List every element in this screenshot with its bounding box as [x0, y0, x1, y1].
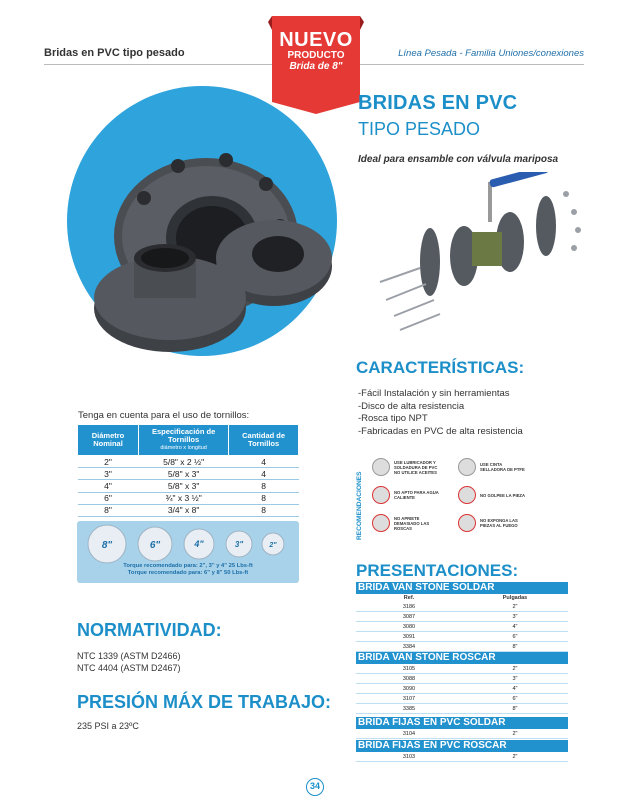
feature-item: -Fabricadas en PVC de alta resistencia: [358, 425, 523, 437]
feature-item: -Rosca tipo NPT: [358, 413, 428, 424]
feature-item: -Disco de alta resistencia: [358, 400, 465, 412]
presentation-group: [356, 652, 568, 714]
pressure-value: 235 PSI a 23ºC: [77, 721, 139, 731]
size-cell: 2": [512, 754, 518, 760]
rec-item: [372, 458, 442, 476]
size-cell: 4": [512, 686, 518, 692]
flange-label-4: 4": [194, 539, 204, 549]
ref-cell: 3186: [402, 604, 416, 610]
bolt-col-diameter: Diámetro Nominal: [78, 425, 139, 456]
features-title: CARACTERÍSTICAS:: [356, 358, 525, 377]
presentation-col-headers: [356, 594, 568, 602]
size-cell: 6": [512, 696, 518, 702]
no-hot-water-icon: [372, 486, 390, 504]
bolt-cell: 4: [229, 468, 299, 480]
presentation-group: [356, 582, 568, 652]
table-row: [356, 674, 568, 684]
bolt-col-spec-label: Especificación de Tornillos: [151, 427, 216, 444]
product-tagline: Ideal para ensamble con válvula mariposa: [358, 154, 559, 165]
presentation-group-title: BRIDA FIJAS EN PVC ROSCAR: [356, 740, 568, 752]
presentations-title: PRESENTACIONES:: [356, 561, 519, 580]
rec-item: [458, 486, 528, 504]
rec-label: NO APRIETE DEMASIADO LAS ROSCAS: [394, 515, 430, 531]
table-row: [356, 664, 568, 674]
bolt-cell: 8: [229, 504, 299, 516]
no-fire-icon: [458, 514, 476, 532]
no-hammer-icon: [458, 486, 476, 504]
page-number: 34: [306, 778, 324, 796]
table-row: [356, 602, 568, 612]
ref-cell: 3087: [402, 614, 416, 620]
table-row: [78, 504, 299, 516]
size-cell: 2": [512, 731, 518, 737]
presentation-group-title: BRIDA FIJAS EN PVC SOLDAR: [356, 717, 568, 729]
pressure-title: PRESIÓN MÁX DE TRABAJO:: [77, 692, 332, 712]
size-cell: 2": [512, 666, 518, 672]
size-cell: 3": [512, 614, 518, 620]
ptfe-tape-icon: [458, 458, 476, 476]
bolt-cell: ¾" x 3 ½": [139, 492, 229, 504]
recommendations-label-text: RECOMENDACIONES: [356, 471, 363, 540]
rec-item: [458, 514, 528, 532]
ref-cell: 3091: [402, 634, 416, 640]
bolt-cell: 5/8" x 2 ½": [139, 456, 229, 468]
ref-cell: 3104: [402, 731, 416, 737]
ref-cell: 3090: [402, 686, 416, 692]
table-row: [356, 752, 568, 762]
bolt-col-spec-small: diámetro x longitud: [160, 445, 207, 451]
size-cell: 4": [512, 624, 518, 630]
table-row: [356, 632, 568, 642]
size-cell: 3": [512, 676, 518, 682]
header-right: Línea Pesada - Familia Uniones/conexiones: [398, 48, 584, 59]
torque-line-1: Torque recomendado para: 2", 3" y 4" 25 Lbs-ft: [123, 563, 253, 569]
ribbon-title: NUEVO: [279, 29, 353, 51]
presentation-group: [356, 717, 568, 739]
torque-line-2: Torque recomendado para: 6" y 8" 50 Lbs-ft: [127, 570, 249, 576]
product-title: BRIDAS EN PVC: [358, 92, 518, 114]
ref-cell: 3384: [402, 644, 416, 650]
size-cell: 8": [512, 644, 518, 650]
rec-label: USE LUBRICADOR Y SOLDADURA DE PVC NO UTILICE ACEITES: [394, 459, 438, 475]
bolt-note: Tenga en cuenta para el uso de tornillos:: [78, 410, 250, 421]
bolt-cell: 5/8" x 3": [139, 468, 229, 480]
flange-size-diagram: [77, 521, 299, 565]
recommendations-grid: [372, 456, 538, 542]
size-cell: 8": [512, 706, 518, 712]
table-row: [356, 729, 568, 739]
rec-label: USE CINTA SELLADORA DE PTFE: [480, 462, 525, 472]
bolt-cell: 3/4" x 8": [139, 504, 229, 516]
table-row: [78, 492, 299, 504]
rec-item: [372, 514, 442, 532]
ribbon-text: [268, 30, 364, 72]
bolt-cell: 6": [78, 492, 139, 504]
recommendations-label: [346, 456, 368, 542]
table-row: [356, 684, 568, 694]
ref-cell: 3080: [402, 624, 416, 630]
exploded-assembly-image: [360, 172, 588, 332]
rec-item: [372, 486, 442, 504]
flange-label-6: 6": [149, 540, 161, 551]
table-row: [356, 704, 568, 714]
rec-label: NO APTO PARA AGUA CALIENTE: [394, 490, 439, 500]
col-ref: Ref.: [403, 595, 415, 601]
bolt-cell: 3": [78, 468, 139, 480]
table-row: [78, 480, 299, 492]
lubricant-icon: [372, 458, 390, 476]
standards-title: NORMATIVIDAD:: [77, 620, 222, 640]
no-overtighten-icon: [372, 514, 390, 532]
ref-cell: 3103: [402, 754, 416, 760]
table-row: [78, 456, 299, 468]
flange-label-3: 3": [234, 540, 244, 549]
bolt-cell: 2": [78, 456, 139, 468]
table-row: [356, 622, 568, 632]
col-pulgadas: Pulgadas: [502, 595, 528, 601]
bolt-cell: 5/8" x 3": [139, 480, 229, 492]
flange-product-image: [66, 86, 338, 356]
size-cell: 2": [512, 604, 518, 610]
table-row: [78, 468, 299, 480]
table-row: [356, 612, 568, 622]
ribbon-line2: Brida de 8": [289, 61, 343, 72]
rec-label: NO GOLPEE LA PIEZA: [480, 492, 525, 498]
torque-text: [77, 563, 299, 577]
flange-label-2: 2": [269, 542, 277, 549]
product-subtitle: TIPO PESADO: [358, 119, 481, 139]
bolt-col-qty: Cantidad de Tornillos: [229, 425, 299, 456]
rec-label: NO EXPONGA LAS PIEZAS AL FUEGO: [480, 518, 518, 528]
table-row: [356, 694, 568, 704]
rec-item: [458, 458, 528, 476]
bolt-cell: 8: [229, 492, 299, 504]
features-list: [358, 388, 523, 438]
flange-label-8: 8": [101, 540, 113, 551]
bolt-table: [77, 424, 299, 517]
bolt-cell: 4: [229, 456, 299, 468]
bolt-cell: 4": [78, 480, 139, 492]
presentation-group-title: BRIDA VAN STONE ROSCAR: [356, 652, 568, 664]
standard-line: NTC 1339 (ASTM D2466): [77, 651, 181, 661]
bolt-cell: 8: [229, 480, 299, 492]
ref-cell: 3105: [402, 666, 416, 672]
presentation-group-title: BRIDA VAN STONE SOLDAR: [356, 582, 568, 594]
table-row: [356, 642, 568, 652]
header-left: Bridas en PVC tipo pesado: [44, 47, 185, 59]
bolt-col-spec: [139, 425, 229, 456]
ribbon-line1: PRODUCTO: [287, 50, 345, 61]
ref-cell: 3385: [402, 706, 416, 712]
size-cell: 6": [512, 634, 518, 640]
standard-line: NTC 4404 (ASTM D2467): [77, 663, 181, 673]
feature-item: -Fácil Instalación y sin herramientas: [358, 388, 510, 399]
ref-cell: 3088: [402, 676, 416, 682]
bolt-cell: 8": [78, 504, 139, 516]
ref-cell: 3107: [402, 696, 416, 702]
presentation-group: [356, 740, 568, 762]
